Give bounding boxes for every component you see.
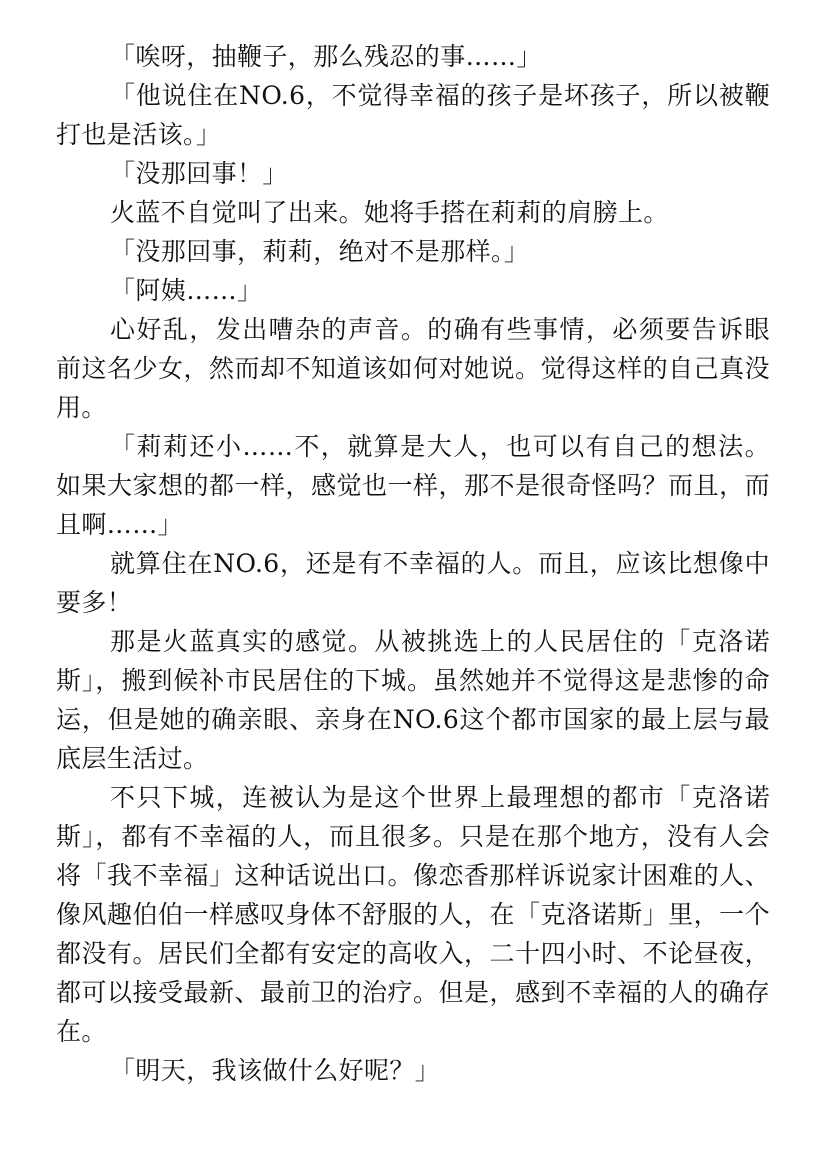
paragraph-8: 「莉莉还小……不，就算是大人，也可以有自己的想法。如果大家想的都一样，感觉也一样，那不是很奇怪吗？而且，而且啊……」 xyxy=(56,432,770,539)
paragraph-6: 「阿姨……」 xyxy=(110,276,263,305)
paragraph-9: 就算住在NO.6，还是有不幸福的人。而且，应该比想像中要多！ xyxy=(56,549,770,617)
text-body xyxy=(56,37,770,1090)
paragraph-2: 「他说住在NO.6，不觉得幸福的孩子是坏孩子，所以被鞭打也是活该。」 xyxy=(56,81,770,149)
paragraph-11: 不只下城，连被认为是这个世界上最理想的都市「克洛诺斯」，都有不幸福的人，而且很多。只是在那个地方，没有人会将「我不幸福」这种话说出口。像恋香那样诉说家计困难的人、像风趣伯伯一样感叹身体不舒服的人，在「克洛诺斯」里，一个都没有。居民们全都有安定的高收入，二十四小时、不论昼夜，都可以接受最新、最前卫的治疗。但是，感到不幸福的人的确存在。 xyxy=(56,783,770,1046)
paragraph-5: 「没那回事，莉莉，绝对不是那样。」 xyxy=(110,237,530,266)
paragraph-12: 「明天，我该做什么好呢？」 xyxy=(110,1056,441,1085)
paragraph-7: 心好乱，发出嘈杂的声音。的确有些事情，必须要告诉眼前这名少女，然而却不知道该如何对她说。觉得这样的自己真没用。 xyxy=(56,315,770,422)
paragraph-10: 那是火蓝真实的感觉。从被挑选上的人民居住的「克洛诺斯」，搬到候补市民居住的下城。虽然她并不觉得这是悲惨的命运，但是她的确亲眼、亲身在NO.6这个都市国家的最上层与最底层生活过。 xyxy=(56,627,770,773)
paragraph-4: 火蓝不自觉叫了出来。她将手搭在莉莉的肩膀上。 xyxy=(110,198,669,227)
paragraph-3: 「没那回事！」 xyxy=(110,159,288,188)
paragraph-1: 「唉呀，抽鞭子，那么残忍的事……」 xyxy=(110,42,542,71)
